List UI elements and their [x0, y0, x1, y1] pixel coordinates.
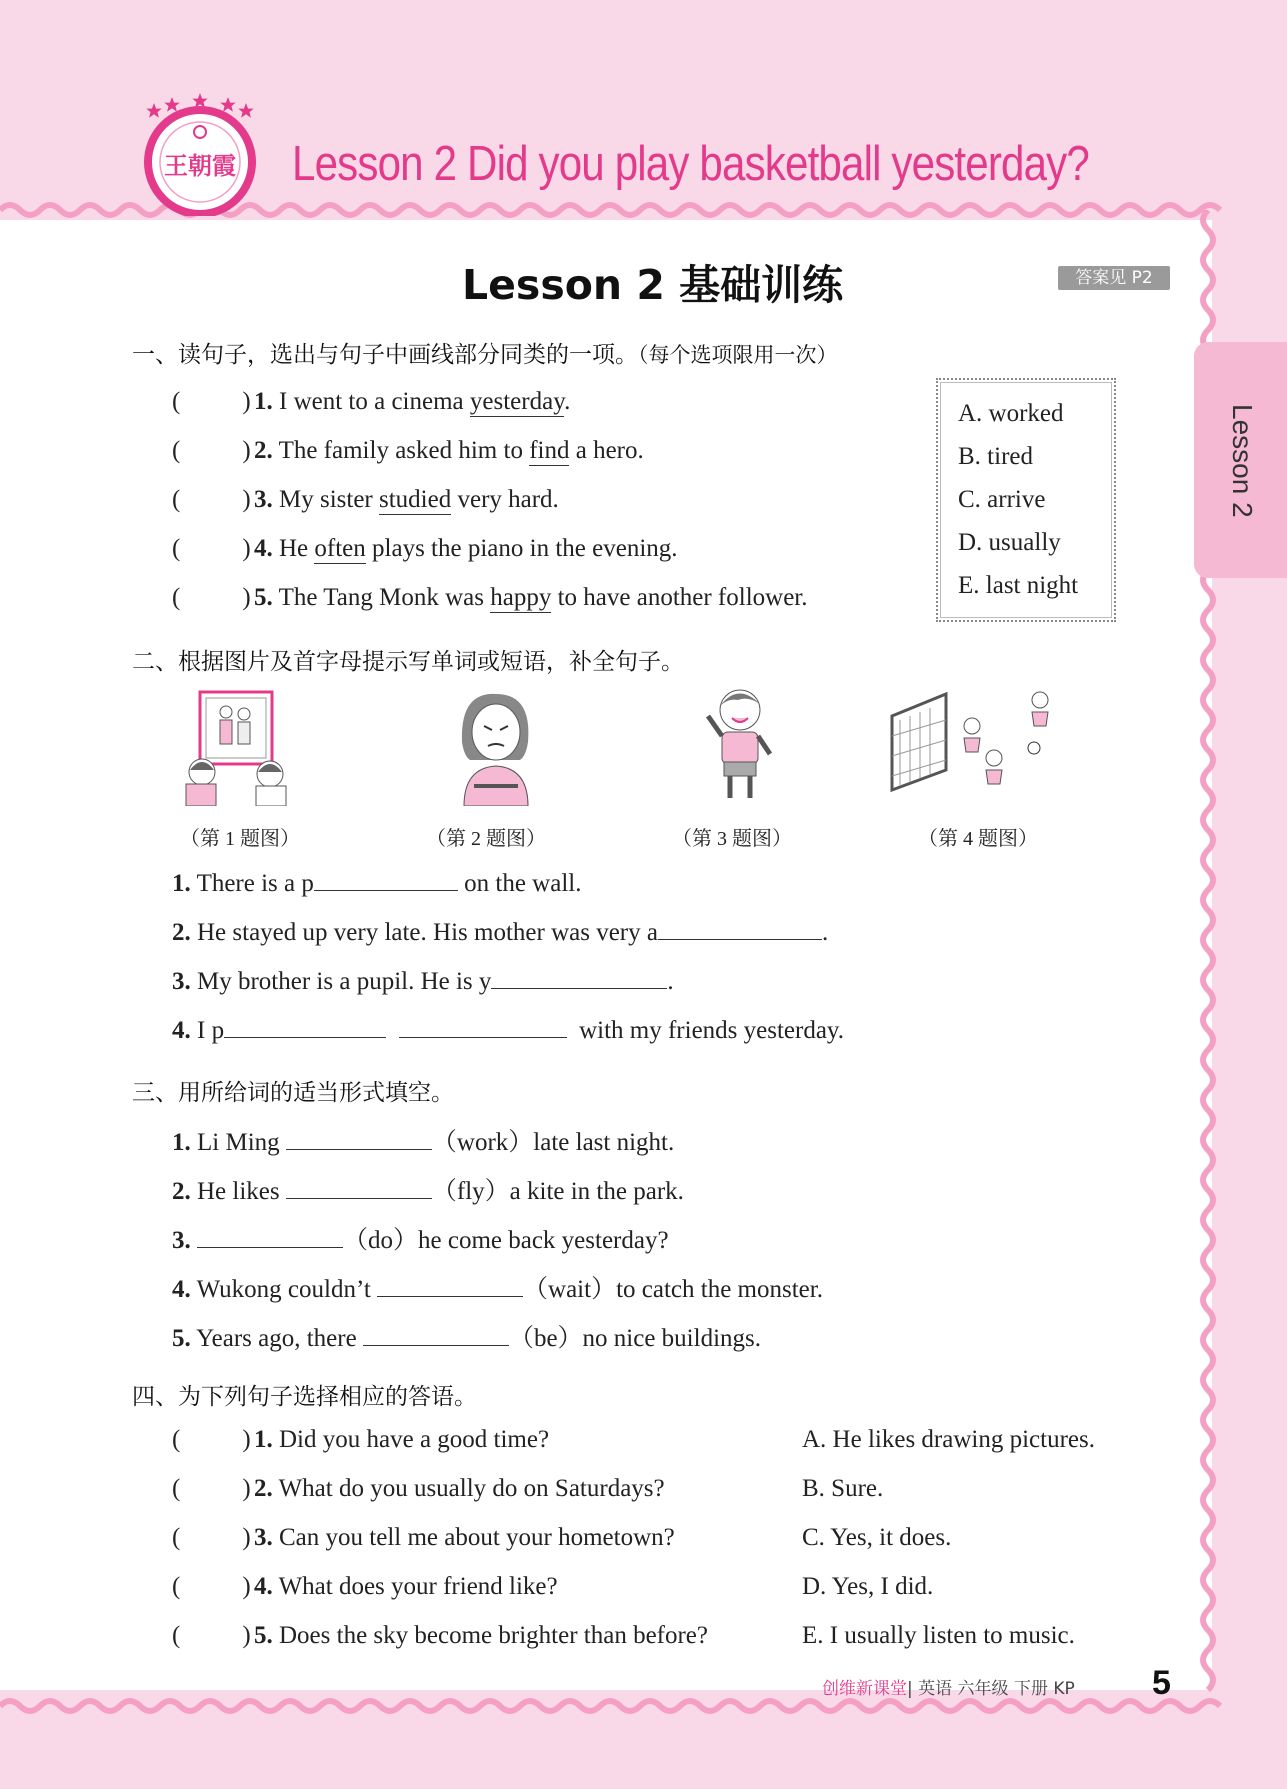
section3-title: 三、用所给词的适当形式填空。	[132, 1080, 454, 1106]
answer-paren[interactable]: ( )	[172, 1524, 251, 1551]
answer-paren[interactable]: ( )	[172, 1573, 251, 1600]
underlined-word: yesterday	[469, 388, 565, 415]
young-boy-illustration	[688, 686, 798, 806]
page-heading: Lesson 2 基础训练	[462, 261, 844, 309]
section1-options-box	[936, 378, 1116, 622]
option-e: E. last night	[958, 572, 1079, 599]
s4-answer-option: D. Yes, I did.	[802, 1573, 934, 1600]
option-b: B. tired	[958, 443, 1033, 470]
answer-blank[interactable]	[286, 1127, 432, 1150]
s2-item-4: 4. I p with my friends yesterday.	[172, 1017, 845, 1044]
picture-on-wall-illustration	[180, 686, 292, 806]
answer-blank[interactable]	[363, 1323, 509, 1346]
underlined-word: find	[529, 437, 570, 464]
answer-blank[interactable]	[197, 1225, 343, 1248]
option-c: C. arrive	[958, 486, 1046, 513]
answer-blank[interactable]	[658, 917, 822, 940]
s4-answer-option: C. Yes, it does.	[802, 1524, 952, 1551]
answer-paren[interactable]: ( )	[172, 486, 251, 513]
option-a: A. worked	[958, 400, 1064, 427]
answer-blank[interactable]	[491, 966, 667, 989]
svg-text:王朝霞: 王朝霞	[164, 151, 236, 180]
section4-title: 四、为下列句子选择相应的答语。	[132, 1384, 477, 1410]
s3-item: 2. He likes （fly）a kite in the park.	[172, 1178, 684, 1205]
s1-item: ( ) 4. He often plays the piano in the evening.	[172, 535, 678, 562]
s3-item: 5. Years ago, there （be）no nice buildings.	[172, 1325, 761, 1352]
answer-blank[interactable]	[314, 868, 458, 891]
underlined-word: happy	[490, 584, 552, 611]
option-d: D. usually	[958, 529, 1061, 556]
bottom-wave-border	[0, 1694, 1287, 1718]
s4-question: ( ) 5. Does the sky become brighter than before?	[172, 1622, 709, 1649]
lesson-title: Lesson 2 Did you play basketball yesterday?	[292, 137, 1089, 191]
s1-item: ( ) 3. My sister studied very hard.	[172, 486, 559, 513]
answer-blank[interactable]	[286, 1176, 432, 1199]
s3-item: 3. （do）he come back yesterday?	[172, 1227, 669, 1254]
answer-paren[interactable]: ( )	[172, 535, 251, 562]
answer-paren[interactable]: ( )	[172, 584, 251, 611]
s2-item-3: 3. My brother is a pupil. He is y .	[172, 968, 674, 995]
s4-answer-option: B. Sure.	[802, 1475, 884, 1502]
answer-paren[interactable]: ( )	[172, 437, 251, 464]
s4-question: ( ) 1. Did you have a good time?	[172, 1426, 550, 1453]
answer-paren[interactable]: ( )	[172, 388, 251, 415]
page-number: 5	[1152, 1664, 1171, 1702]
picture-4-caption: （第 4 题图）	[918, 828, 1038, 850]
picture-1-caption: （第 1 题图）	[180, 828, 300, 850]
s4-answer-option: E. I usually listen to music.	[802, 1622, 1075, 1649]
underlined-word: often	[314, 535, 366, 562]
angry-mother-illustration	[440, 686, 550, 806]
s1-item: ( ) 2. The family asked him to find a hero.	[172, 437, 644, 464]
s4-question: ( ) 3. Can you tell me about your hometown?	[172, 1524, 675, 1551]
answer-paren[interactable]: ( )	[172, 1622, 251, 1649]
answer-paren[interactable]: ( )	[172, 1426, 251, 1453]
answer-paren[interactable]: ( )	[172, 1475, 251, 1502]
underlined-word: studied	[379, 486, 452, 513]
s1-item: ( ) 1. I went to a cinema yesterday.	[172, 388, 571, 415]
picture-2-caption: （第 2 题图）	[426, 828, 546, 850]
answer-blank[interactable]	[377, 1274, 523, 1297]
s3-item: 4. Wukong couldn’t （wait）to catch the monster.	[172, 1276, 823, 1303]
picture-3-caption: （第 3 题图）	[672, 828, 792, 850]
answer-reference-badge: 答案见 P2	[1058, 266, 1170, 290]
footer-series: 创维新课堂| 英语 六年级 下册 KP	[822, 1679, 1075, 1699]
football-kids-illustration	[888, 686, 1058, 806]
s4-answer-option: A. He likes drawing pictures.	[802, 1426, 1095, 1453]
s1-item: ( ) 5. The Tang Monk was happy to have another follower.	[172, 584, 808, 611]
answer-blank[interactable]	[399, 1015, 567, 1038]
s4-question: ( ) 4. What does your friend like?	[172, 1573, 558, 1600]
side-tab-label: Lesson 2	[1227, 404, 1258, 518]
brand-logo	[140, 92, 260, 216]
s2-item-1: 1. There is a p on the wall.	[172, 870, 582, 897]
s3-item: 1. Li Ming （work）late last night.	[172, 1129, 675, 1156]
answer-blank[interactable]	[224, 1015, 386, 1038]
s2-item-2: 2. He stayed up very late. His mother was very a .	[172, 919, 829, 946]
section2-title: 二、根据图片及首字母提示写单词或短语，补全句子。	[132, 649, 684, 675]
section1-title: 一、读句子，选出与句子中画线部分同类的一项。（每个选项限用一次）	[132, 342, 838, 368]
s4-question: ( ) 2. What do you usually do on Saturdays?	[172, 1475, 665, 1502]
side-lesson-tab	[1194, 342, 1287, 578]
